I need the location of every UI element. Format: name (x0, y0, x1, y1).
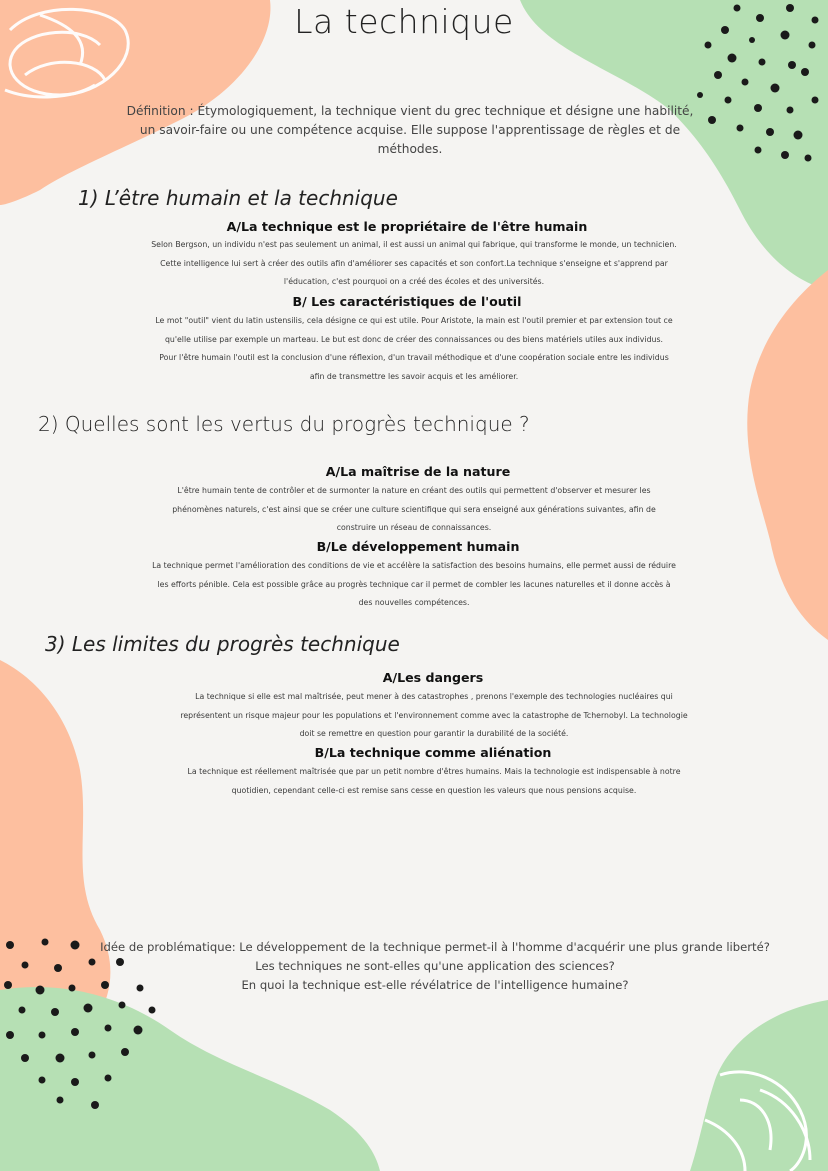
section-3a-title: A/Les dangers (382, 670, 484, 685)
paragraph-line: La technique permet l'amélioration des conditions de vie et accélère la satisfaction des besoins humains, elle permet aussi de réduire (152, 561, 676, 570)
paragraph-line: représentent un risque majeur pour les populations et l'environnement comme avec la catastrophe de Tchernobyl. La technologie (180, 710, 688, 720)
problematique-line: Idée de problématique: Le développement de la technique permet-il à l'homme d'acquérir une plus grande liberté? (100, 940, 770, 954)
definition-line: Définition : Étymologiquement, la technique vient du grec technique et désigne une habilité, (126, 104, 694, 118)
section-2a-title: A/La maîtrise de la nature (325, 464, 511, 479)
section-3b-title: B/La technique comme aliénation (314, 745, 552, 760)
paragraph-line: phénomènes naturels, c'est ainsi que se créer une culture scientifique qui sera enseigné aux générations suivantes, afin de (172, 504, 656, 514)
paragraph-line: des nouvelles compétences. (358, 598, 470, 608)
paragraph-line: qu'elle utilise par exemple un marteau. Le but est donc de créer des connaissances ou des biens matériels utiles aux individus. (164, 334, 664, 344)
definition-line: un savoir-faire ou une compétence acquise. Elle suppose l'apprentissage de règles et de (139, 123, 681, 137)
problematique-block (60, 938, 810, 995)
paragraph-line: La technique est réellement maîtrisée que par un petit nombre d'êtres humains. Mais la technologie est indispensable à notre (187, 767, 681, 776)
paragraph-line: Cette intelligence lui sert à créer des outils afin d'améliorer ses capacités et son confort.La technique s'enseigne et s'apprend par (160, 258, 668, 268)
section-2-heading: 2) Quelles sont les vertus du progrès technique ? (38, 412, 530, 436)
paragraph-line: quotidien, cependant celle-ci est remise sans cesse en question les valeurs que nous pensions acquise. (231, 785, 637, 795)
paragraph-line: afin de transmettre les savoir acquis et les améliorer. (309, 371, 519, 381)
problematique-line: En quoi la technique est-elle révélatrice de l'intelligence humaine? (241, 978, 629, 992)
section-3b-paragraph (20, 763, 828, 800)
section-1a-title: A/La technique est le propriétaire de l'être humain (226, 219, 588, 234)
section-3-heading: 3) Les limites du progrès technique (45, 632, 400, 656)
paragraph-line: Le mot "outil" vient du latin ustensilis, cela désigne ce qui est utile. Pour Aristote, la main est l'outil premier et par extension tout ce (155, 316, 673, 325)
section-2b-title: B/Le développement humain (316, 539, 520, 554)
section-1a-paragraph (0, 236, 828, 292)
paragraph-line: Pour l'être humain l'outil est la conclusion d'une réflexion, d'un travail méthodique et d'une coopération sociale entre les individus (159, 353, 669, 363)
section-2a-paragraph (0, 482, 828, 538)
section-2b-paragraph (0, 557, 828, 613)
paragraph-line: construire un réseau de connaissances. (336, 523, 492, 533)
paragraph-line: l'éducation, c'est pourquoi on a créé des écoles et des universités. (283, 277, 545, 287)
section-1b-paragraph (0, 312, 828, 386)
paragraph-line: La technique si elle est mal maîtrisée, peut mener à des catastrophes , prenons l'exemple des technologies nucléaires qui (195, 692, 673, 701)
paragraph-line: doit se remettre en question pour garantir la durabilité de la société. (299, 729, 569, 739)
section-3a-paragraph (20, 688, 828, 744)
paragraph-line: Selon Bergson, un individu n'est pas seulement un animal, il est aussi un animal qui fabrique, qui transforme le monde, un technicien. (151, 240, 677, 249)
problematique-line: Les techniques ne sont-elles qu'une application des sciences? (255, 959, 615, 973)
section-1b-title: B/ Les caractéristiques de l'outil (292, 294, 522, 309)
paragraph-line: L'être humain tente de contrôler et de surmonter la nature en créant des outils qui permettent d'observer et mesurer les (177, 486, 651, 495)
definition-block (110, 102, 710, 159)
page-title: La technique (294, 2, 514, 41)
paragraph-line: les efforts pénible. Cela est possible grâce au progrès technique car il permet de combler les lacunes naturelles et il donne accès à (157, 579, 671, 589)
definition-line: méthodes. (377, 142, 443, 156)
section-1-heading: 1) L’être humain et la technique (78, 186, 398, 210)
